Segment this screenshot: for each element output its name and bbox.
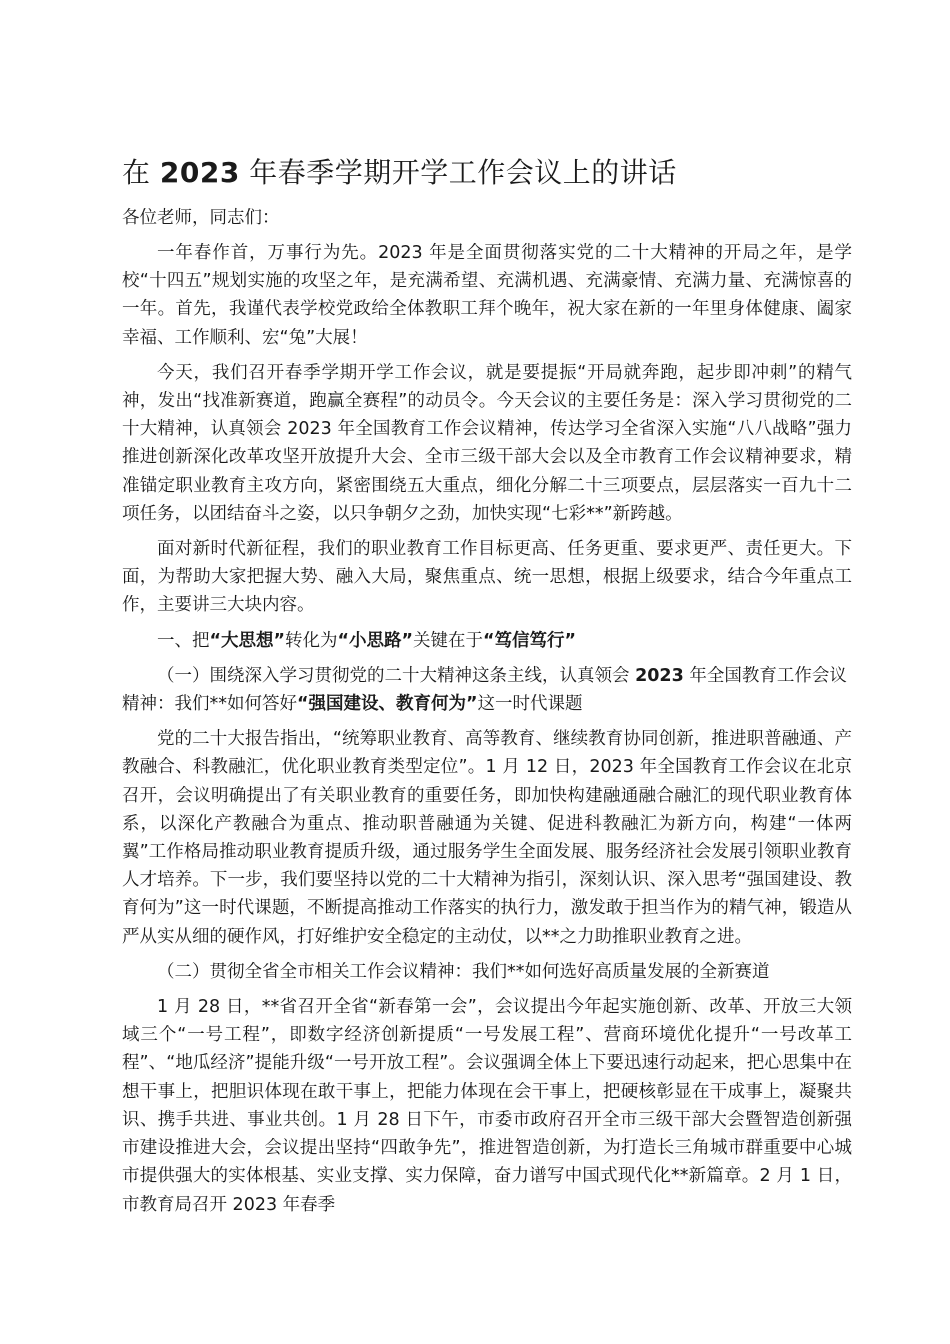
subsection-heading-1 — [122, 662, 852, 718]
subsection-1-part-c: 年全国教育工作会议精神：我们**如何答好 — [122, 665, 847, 715]
section-1-part-e: 关键在于 — [413, 630, 484, 651]
section-heading-1 — [122, 627, 852, 655]
subsection-1-part-a: （一）围绕深入学习贯彻党的二十大精神这条主线，认真领会 — [157, 665, 636, 686]
document-page — [122, 150, 852, 1226]
title-year: 2023 — [159, 156, 240, 189]
section-1-part-c: 转化为 — [285, 630, 338, 651]
paragraph-meeting-purpose: 今天，我们召开春季学期开学工作会议，就是要提振“开局就奔跑，起步即冲刺”的精气神，发出“找准新赛道，跑赢全赛程”的动员令。今天会议的主要任务是：深入学习贯彻党的二十大精神，认真领会 2023 年全国教育工作会议精神，传达学习全省深入实施“八八战略”强力推进创新深化改革攻坚开放提升大会、全市三级干部大会以及全市教育工作会议精神要求，精准锚定职业教育主攻方向，紧密围绕五大重点，细化分解二十三项要点，层层落实一百九十二项任务，以团结奋斗之姿，以只争朝夕之劲，加快实现“七彩**”新跨越。 — [122, 362, 852, 524]
section-1-part-a: 一、把 — [157, 630, 210, 651]
subsection-1-part-e: 这一时代课题 — [477, 694, 583, 715]
section-1-part-b: “大思想” — [209, 630, 286, 651]
title-prefix: 在 — [122, 156, 151, 189]
paragraph-opening: 一年春作首，万事行为先。2023 年是全面贯彻落实党的二十大精神的开局之年，是学校“十四五”规划实施的攻坚之年，是充满希望、充满机遇、充满豪情、充满力量、充满惊喜的一年。首先，我谨代表学校党政给全体教职工拜个晚年，祝大家在新的一年里身体健康、阖家幸福、工作顺利、宏“兔”大展！ — [122, 243, 852, 348]
document-title — [122, 150, 852, 196]
paragraph-overview: 面对新时代新征程，我们的职业教育工作目标更高、任务更重、要求更严、责任更大。下面，为帮助大家把握大势、融入大局，聚焦重点、统一思想，根据上级要求，结合今年重点工作，主要讲三大块内容。 — [122, 539, 852, 616]
subsection-1-year: 2023 — [635, 665, 684, 686]
paragraph-national-conference: 党的二十大报告指出，“统筹职业教育、高等教育、继续教育协同创新，推进职普融通、产教融合、科教融汇，优化职业教育类型定位”。1 月 12 日，2023 年全国教育工作会议在北京召开，会议明确提出了有关职业教育的重要任务，即加快构建融通融合融汇的现代职业教育体系，以深化产教融合为重点、推动职普融通为关键、促进科教融汇为新方向，构建“一体两翼”工作格局推动职业教育提质升级，通过服务学生全面发展、服务经济社会发展引领职业教育人才培养。下一步，我们要坚持以党的二十大精神为指引，深刻认识、深入思考“强国建设、教育何为”这一时代课题，不断提高推动工作落实的执行力，激发敢于担当作为的精气神，锻造从严从实从细的硬作风，打好维护安全稳定的主动仗，以**之力助推职业教育之进。 — [122, 729, 852, 947]
title-suffix: 年春季学期开学工作会议上的讲话 — [249, 156, 677, 189]
section-1-part-f: “笃信笃行” — [483, 630, 577, 651]
subsection-heading-2: （二）贯彻全省全市相关工作会议精神：我们**如何选好高质量发展的全新赛道 — [157, 961, 770, 982]
subsection-1-part-d: “强国建设、教育何为” — [297, 694, 478, 715]
section-1-part-d: “小思路” — [337, 630, 414, 651]
salutation: 各位老师，同志们： — [122, 208, 280, 228]
paragraph-provincial-meetings: 1 月 28 日，**省召开全省“新春第一会”，会议提出今年起实施创新、改革、开放三大领域三个“一号工程”，即数字经济创新提质“一号发展工程”、营商环境优化提升“一号改革工程”、“地瓜经济”提能升级“一号开放工程”。会议强调全体上下要迅速行动起来，把心思集中在想干事上，把胆识体现在敢干事上，把能力体现在会干事上，把硬核彰显在干成事上，凝聚共识、携手共进、事业共创。1 月 28 日下午，市委市政府召开全市三级干部大会暨智造创新强市建设推进大会，会议提出坚持“四敢争先”，推进智造创新，为打造长三角城市群重要中心城市提供强大的实体根基、实业支撑、实力保障，奋力谱写中国式现代化**新篇章。2 月 1 日，市教育局召开 2023 年春季 — [122, 997, 852, 1215]
